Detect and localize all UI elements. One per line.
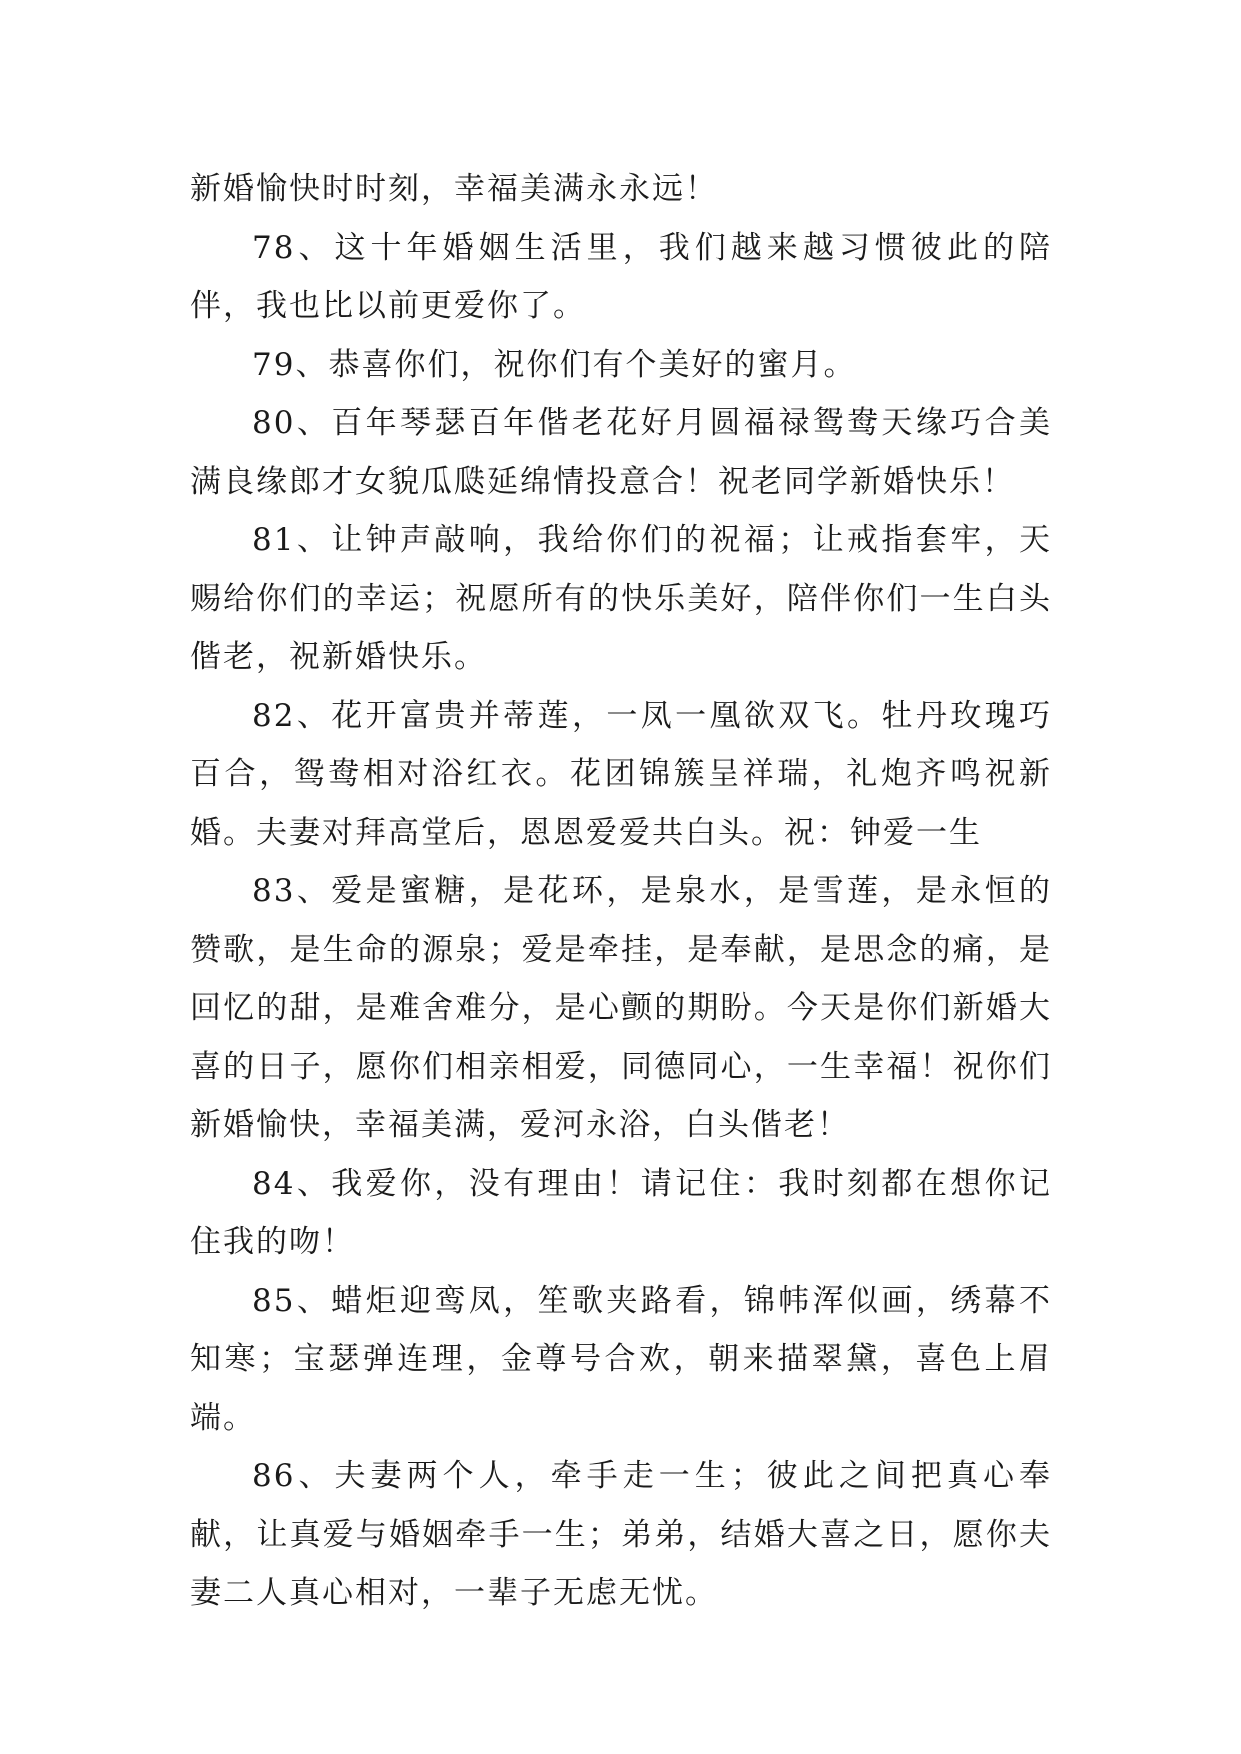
paragraph-85: 85、蜡炬迎鸾凤，笙歌夹路看，锦帏浑似画，绣幕不知寒；宝瑟弹连理，金尊号合欢，朝来描翠黛，喜色上眉端。 — [190, 1282, 1052, 1436]
paragraph-78: 78、这十年婚姻生活里，我们越来越习惯彼此的陪伴，我也比以前更爱你了。 — [190, 229, 1052, 324]
paragraph-84: 84、我爱你，没有理由！请记住：我时刻都在想你记住我的吻！ — [190, 1165, 1052, 1260]
paragraph-83: 83、爱是蜜糖，是花环，是泉水，是雪莲，是永恒的赞歌，是生命的源泉；爱是牵挂，是奉献，是思念的痛，是回忆的甜，是难舍难分，是心颤的期盼。今天是你们新婚大喜的日子，愿你们相亲相爱，同德同心，一生幸福！祝你们新婚愉快，幸福美满，爱河永浴，白头偕老！ — [190, 873, 1052, 1143]
paragraph-continuation: 新婚愉快时时刻，幸福美满永永远！ — [190, 171, 718, 207]
paragraph-86: 86、夫妻两个人，牵手走一生；彼此之间把真心奉献，让真爱与婚姻牵手一生；弟弟，结婚大喜之日，愿你夫妻二人真心相对，一辈子无虑无忧。 — [190, 1458, 1052, 1611]
paragraph-79: 79、恭喜你们，祝你们有个美好的蜜月。 — [252, 346, 857, 383]
paragraph-82: 82、花开富贵并蒂莲，一凤一凰欲双飞。牡丹玫瑰巧百合，鸳鸯相对浴红衣。花团锦簇呈祥瑞，礼炮齐鸣祝新婚。夫妻对拜高堂后，恩恩爱爱共白头。祝：钟爱一生 — [190, 697, 1052, 851]
paragraph-80: 80、百年琴瑟百年偕老花好月圆福禄鸳鸯天缘巧合美满良缘郎才女貌瓜瓞延绵情投意合！祝老同学新婚快乐！ — [190, 405, 1052, 500]
paragraph-81: 81、让钟声敲响，我给你们的祝福；让戒指套牢，天赐给你们的幸运；祝愿所有的快乐美好，陪伴你们一生白头偕老，祝新婚快乐。 — [190, 522, 1052, 675]
document-page — [190, 160, 1052, 1623]
